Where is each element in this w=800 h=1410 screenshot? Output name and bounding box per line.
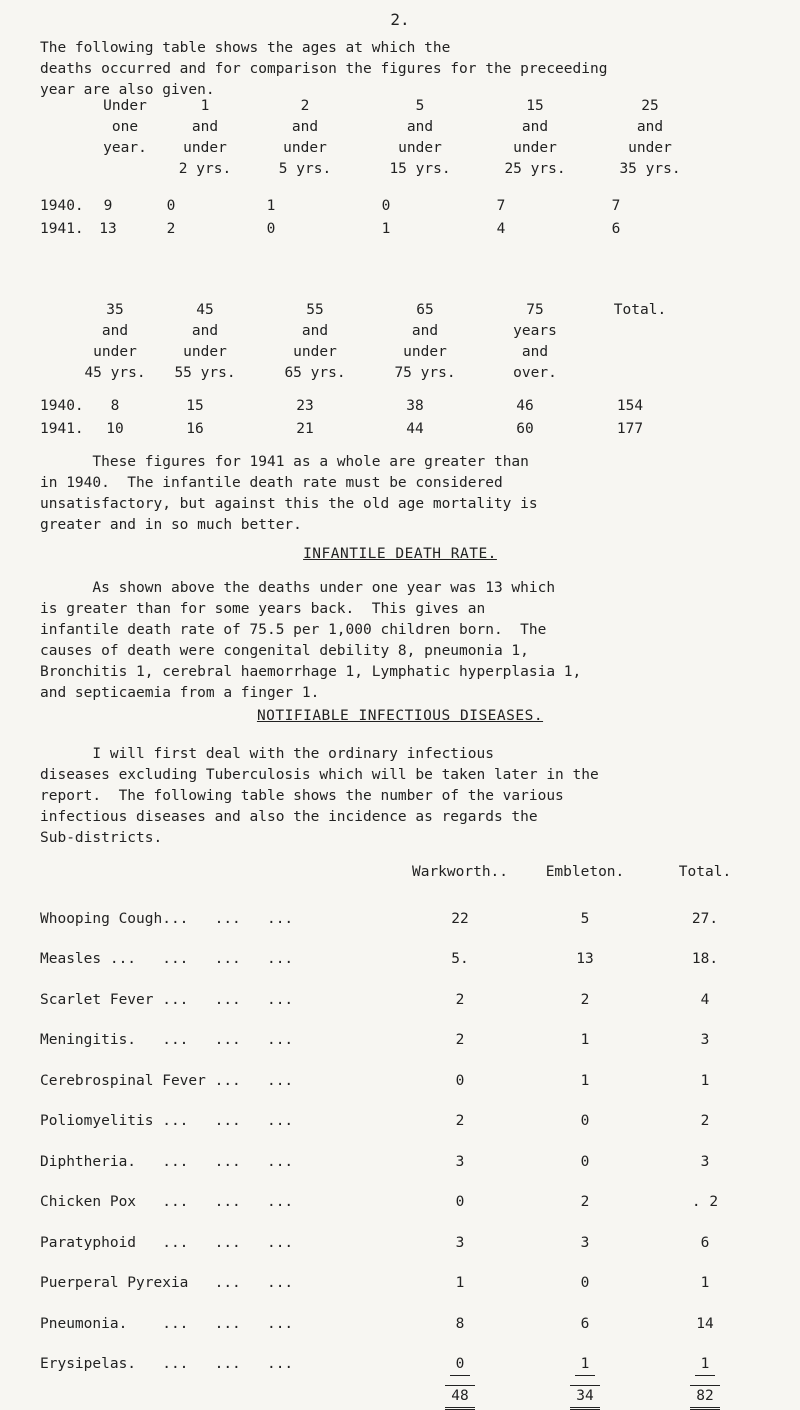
table-row bbox=[40, 1264, 760, 1305]
row-label: Poliomyelitis ... ... ... bbox=[40, 1113, 294, 1130]
age-row-1941 bbox=[40, 419, 760, 440]
age-table-2 bbox=[40, 300, 760, 440]
cell: 3 bbox=[700, 1153, 710, 1170]
total-cell: 48 bbox=[445, 1385, 474, 1410]
cell: 18. bbox=[691, 951, 719, 968]
column-header-embleton: Embleton. bbox=[545, 864, 625, 880]
cell: 8 bbox=[110, 398, 120, 415]
age-header: 45 and under 55 yrs. bbox=[174, 302, 236, 382]
row-year: 1940. bbox=[40, 398, 84, 415]
cell: 2 bbox=[455, 991, 465, 1008]
cell: 15 bbox=[186, 398, 204, 415]
cell: 6 bbox=[611, 221, 621, 238]
cell: 0 bbox=[450, 1354, 471, 1376]
cell: 0 bbox=[455, 1194, 465, 1211]
age-header: Total. bbox=[613, 302, 667, 318]
cell: 9 bbox=[103, 198, 113, 215]
notifiable-paragraph: I will first deal with the ordinary infectious diseases excluding Tuberculosis which will be taken later in the report. The following table shows the number of the various infectious diseases and also the incidence as regards the Sub-districts. bbox=[40, 746, 599, 847]
row-label: Scarlet Fever ... ... ... bbox=[40, 991, 294, 1008]
row-year: 1941. bbox=[40, 421, 84, 438]
page-number: 2. bbox=[390, 10, 410, 29]
cell: 21 bbox=[296, 421, 314, 438]
cell: 44 bbox=[406, 421, 424, 438]
age-row-1940 bbox=[40, 196, 760, 217]
table-row bbox=[40, 1345, 760, 1386]
cell: 3 bbox=[580, 1234, 590, 1251]
cell: 4 bbox=[700, 991, 710, 1008]
cell: 1 bbox=[580, 1032, 590, 1049]
age-header: 35 and under 45 yrs. bbox=[84, 302, 146, 382]
cell: 177 bbox=[616, 421, 644, 438]
infantile-death-rate-heading: INFANTILE DEATH RATE. bbox=[303, 546, 497, 562]
cell: 0 bbox=[580, 1113, 590, 1130]
cell: 2 bbox=[455, 1113, 465, 1130]
totals-row bbox=[40, 1385, 760, 1410]
age-header: 2 and under 5 yrs. bbox=[278, 98, 332, 178]
cell: 1 bbox=[575, 1354, 596, 1376]
cell: 1 bbox=[700, 1275, 710, 1292]
cell: 2 bbox=[580, 1194, 590, 1211]
row-year: 1941. bbox=[40, 221, 84, 238]
infantile-paragraph: As shown above the deaths under one year was 13 which is greater than for some years back. This gives an infantile death rate of 75.5 per 1,000 children born. The causes of death were congenital debility 8, pneumonia 1, Bronchitis 1, cerebral haemorrhage 1, Lymphatic hyperplasia 1, and septicaemia from a finger 1. bbox=[40, 580, 582, 702]
row-year: 1940. bbox=[40, 198, 84, 215]
table-row bbox=[40, 1102, 760, 1143]
row-label: Puerperal Pyrexia ... ... bbox=[40, 1275, 294, 1292]
cell: 1 bbox=[266, 198, 276, 215]
cell: 6 bbox=[580, 1315, 590, 1332]
table-row bbox=[40, 1304, 760, 1345]
cell: 1 bbox=[695, 1354, 716, 1376]
cell: 46 bbox=[516, 398, 534, 415]
age-header: 25 and under 35 yrs. bbox=[619, 98, 681, 178]
total-cell: 34 bbox=[570, 1385, 599, 1410]
cell: 5 bbox=[580, 910, 590, 927]
cell: 2 bbox=[455, 1032, 465, 1049]
age-header: 5 and under 15 yrs. bbox=[389, 98, 451, 178]
cell: 6 bbox=[700, 1234, 710, 1251]
table-row bbox=[40, 940, 760, 981]
cell: 4 bbox=[496, 221, 506, 238]
cell: 0 bbox=[455, 1072, 465, 1089]
cell: 60 bbox=[516, 421, 534, 438]
age-header: Under one year. bbox=[103, 98, 147, 157]
row-label: Cerebrospinal Fever ... ... bbox=[40, 1072, 294, 1089]
table-row bbox=[40, 1021, 760, 1062]
cell: 0 bbox=[580, 1275, 590, 1292]
cell: 14 bbox=[696, 1315, 714, 1332]
cell: 7 bbox=[496, 198, 506, 215]
age-table-1 bbox=[40, 96, 760, 240]
column-header-total: Total. bbox=[678, 864, 732, 880]
age-row-1941 bbox=[40, 219, 760, 240]
cell: 8 bbox=[455, 1315, 465, 1332]
cell: 7 bbox=[611, 198, 621, 215]
cell: 2 bbox=[580, 991, 590, 1008]
total-cell: 82 bbox=[690, 1385, 719, 1410]
figures-paragraph: These figures for 1941 as a whole are greater than in 1940. The infantile death rate must be considered unsatisfactory, but against this the old age mortality is greater and in so much better. bbox=[40, 454, 538, 534]
cell: 23 bbox=[296, 398, 314, 415]
age-header: 15 and under 25 yrs. bbox=[504, 98, 566, 178]
row-label: Meningitis. ... ... ... bbox=[40, 1032, 294, 1049]
table-row bbox=[40, 980, 760, 1021]
age-header: 55 and under 65 yrs. bbox=[284, 302, 346, 382]
age-header: 65 and under 75 yrs. bbox=[394, 302, 456, 382]
row-label: Chicken Pox ... ... ... bbox=[40, 1194, 294, 1211]
table-row bbox=[40, 1183, 760, 1224]
cell: 22 bbox=[451, 910, 469, 927]
row-label: Whooping Cough... ... ... bbox=[40, 910, 294, 927]
age-row-1940 bbox=[40, 396, 760, 417]
row-label: Diphtheria. ... ... ... bbox=[40, 1153, 294, 1170]
table-row bbox=[40, 1142, 760, 1183]
table-row bbox=[40, 1061, 760, 1102]
cell: 16 bbox=[186, 421, 204, 438]
cell: . 2 bbox=[691, 1194, 719, 1211]
cell: 1 bbox=[580, 1072, 590, 1089]
cell: 0 bbox=[166, 198, 176, 215]
cell: 10 bbox=[106, 421, 124, 438]
cell: 5. bbox=[451, 951, 469, 968]
row-label: Paratyphoid ... ... ... bbox=[40, 1234, 294, 1251]
cell: 3 bbox=[455, 1234, 465, 1251]
cell: 0 bbox=[381, 198, 391, 215]
cell: 2 bbox=[700, 1113, 710, 1130]
cell: 27. bbox=[691, 910, 719, 927]
cell: 13 bbox=[576, 951, 594, 968]
cell: 13 bbox=[99, 221, 117, 238]
column-header-warkworth: Warkworth.. bbox=[411, 864, 509, 880]
notifiable-diseases-heading: NOTIFIABLE INFECTIOUS DISEASES. bbox=[256, 708, 544, 724]
cell: 0 bbox=[266, 221, 276, 238]
cell: 1 bbox=[381, 221, 391, 238]
cell: 38 bbox=[406, 398, 424, 415]
cell: 1 bbox=[455, 1275, 465, 1292]
age-header: 1 and under 2 yrs. bbox=[178, 98, 232, 178]
cell: 1 bbox=[700, 1072, 710, 1089]
row-label: Erysipelas. ... ... ... bbox=[40, 1356, 294, 1373]
cell: 3 bbox=[455, 1153, 465, 1170]
table-row bbox=[40, 1223, 760, 1264]
cell: 0 bbox=[580, 1153, 590, 1170]
intro-paragraph: The following table shows the ages at which the deaths occurred and for comparison the figures for the preceeding year are also given. bbox=[40, 40, 608, 99]
cell: 2 bbox=[166, 221, 176, 238]
disease-table bbox=[40, 862, 760, 1410]
row-label: Measles ... ... ... ... bbox=[40, 951, 294, 968]
row-label: Pneumonia. ... ... ... bbox=[40, 1315, 294, 1332]
cell: 154 bbox=[616, 398, 644, 415]
table-row bbox=[40, 899, 760, 940]
age-header: 75 years and over. bbox=[513, 302, 557, 382]
cell: 3 bbox=[700, 1032, 710, 1049]
